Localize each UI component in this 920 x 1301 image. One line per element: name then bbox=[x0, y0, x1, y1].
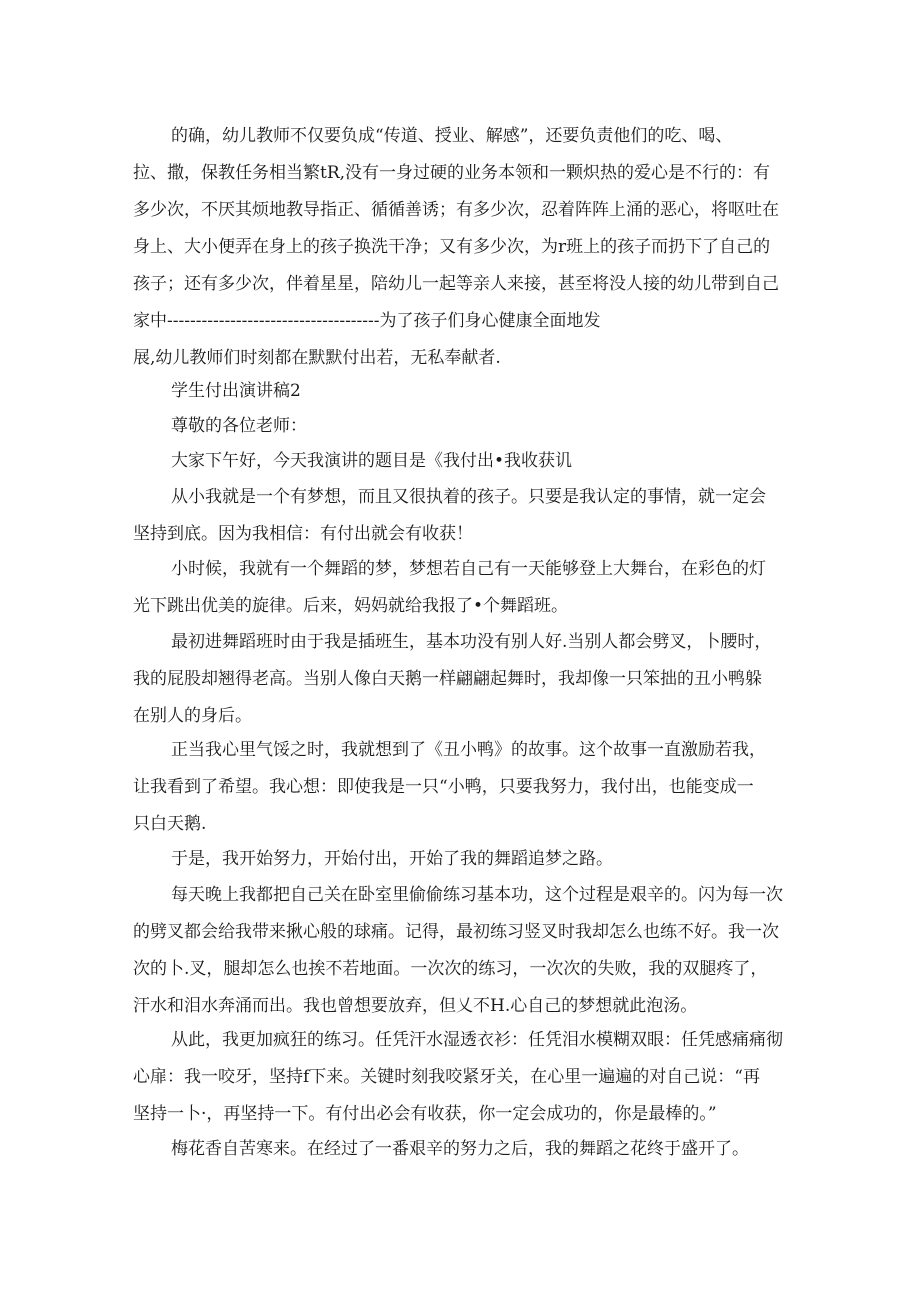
text-line: 于是，我开始努力，开始付出，开始了我的舞蹈追梦之路。 bbox=[171, 849, 613, 869]
text-line: 展,幼儿教师们时刻都在默默付出若，无私奉献者. bbox=[133, 348, 501, 368]
text-line: 最初进舞蹈班时由于我是插班生，基本功没有别人好.当别人都会劈叉，卜腰时， bbox=[171, 632, 772, 652]
speech-title bbox=[133, 373, 789, 410]
paragraph-begin-effort bbox=[133, 841, 789, 878]
paragraph-practice bbox=[133, 877, 789, 1025]
paragraph-dance-class bbox=[133, 624, 789, 735]
text-line: 从此，我更加疯狂的练习。任凭汗水湿透衣衫：任凭泪水模糊双眼：任凭感痛痛彻 bbox=[171, 1030, 783, 1050]
text-line: 在别人的身后。 bbox=[133, 706, 252, 726]
text-line: 我的屁股却翘得老高。当别人像白天鹅一样翩翩起舞时，我却像一只笨拙的丑小鸭躲 bbox=[133, 669, 762, 689]
paragraph-greeting bbox=[133, 443, 789, 480]
text-line: 正当我心里气馁之时，我就想到了《丑小鸭》的故事。这个故事一直激励若我， bbox=[171, 740, 766, 760]
text-line: 只白天鹅. bbox=[133, 814, 207, 834]
text-line: 光下跳出优美的旋律。后来，妈妈就给我报了•个舞蹈班。 bbox=[133, 596, 569, 616]
text-line: 小时候，我就有一个舞蹈的梦，梦想若自己有一天能够登上大舞台，在彩色的灯 bbox=[171, 559, 766, 579]
text-line: 的劈叉都会给我带来揪心般的球痛。记得，最初练习竖叉时我却怎么也练不好。我一次 bbox=[133, 922, 779, 942]
text-line: 家中-------------------------------------为了孩子们身心健康全面地发 bbox=[133, 311, 601, 331]
text-line: 次的卜.叉，腿却怎么也挨不若地面。一次次的练习，一次次的失败，我的双腿疼了， bbox=[133, 959, 768, 979]
text-line: 身上、大小便弄在身上的孩子换洗干净；又有多少次，为r班上的孩子而扔下了自己的 bbox=[133, 237, 771, 257]
text-line: 坚持到底。因为我相信：有付出就会有收获！ bbox=[133, 524, 473, 544]
text-line: 心扉：我一咬牙，坚持f下来。关键时刻我咬紧牙关，在心里一遍遍的对自己说：“再 bbox=[133, 1067, 760, 1087]
salutation bbox=[133, 408, 789, 445]
paragraph-childhood-dream bbox=[133, 479, 789, 553]
paragraph-teacher-dedication bbox=[133, 118, 789, 377]
text-line: 梅花香自苦寒来。在经过了一番艰辛的努力之后，我的舞蹈之花终于盛开了。 bbox=[171, 1139, 749, 1159]
paragraph-ugly-duckling bbox=[133, 732, 789, 843]
paragraph-dance-dream bbox=[133, 551, 789, 625]
text-line: 每天晚上我都把自己关在卧室里偷偷练习基本功，这个过程是艰辛的。闪为每一次 bbox=[171, 885, 783, 905]
text-line: 汗水和泪水奔涌而出。我也曾想要放弃，但乂不H.心自己的梦想就此泡汤。 bbox=[133, 996, 698, 1016]
heading: 学生付出演讲稿2 bbox=[171, 381, 301, 401]
text-line: 拉、撒，保教任务相当繁tR,没有一身过硬的业务本领和一颗炽热的爱心是不行的：有 bbox=[133, 163, 771, 183]
text-line: 尊敬的各位老师： bbox=[171, 416, 307, 436]
text-line: 多少次，不厌其烦地教导指正、循循善诱；有多少次，忍着阵阵上涌的恶心，将呕吐在 bbox=[133, 200, 779, 220]
paragraph-plum-blossom bbox=[133, 1131, 789, 1168]
paragraph-persistence bbox=[133, 1022, 789, 1133]
text-line: 坚持一卜·，再坚持一下。有付出必会有收获，你一定会成功的，你是最棒的。” bbox=[133, 1104, 717, 1124]
text-line: 的确，幼儿教师不仅要负成“传道、授业、解感”，还要负责他们的吃、喝、 bbox=[171, 126, 733, 146]
text-line: 让我看到了希望。我心想：即使我是一只“小鸭，只要我努力，我付出，也能变成一 bbox=[133, 777, 754, 797]
text-line: 孩子；还有多少次，伴着星星，陪幼儿一起等亲人来接，甚至将没人接的幼儿带到自己 bbox=[133, 274, 779, 294]
text-line: 从小我就是一个有梦想，而且又很执着的孩子。只要是我认定的事情，就一定会 bbox=[171, 487, 766, 507]
text-line: 大家下午好，今天我演讲的题目是《我付出•我收获讥 bbox=[171, 451, 573, 471]
